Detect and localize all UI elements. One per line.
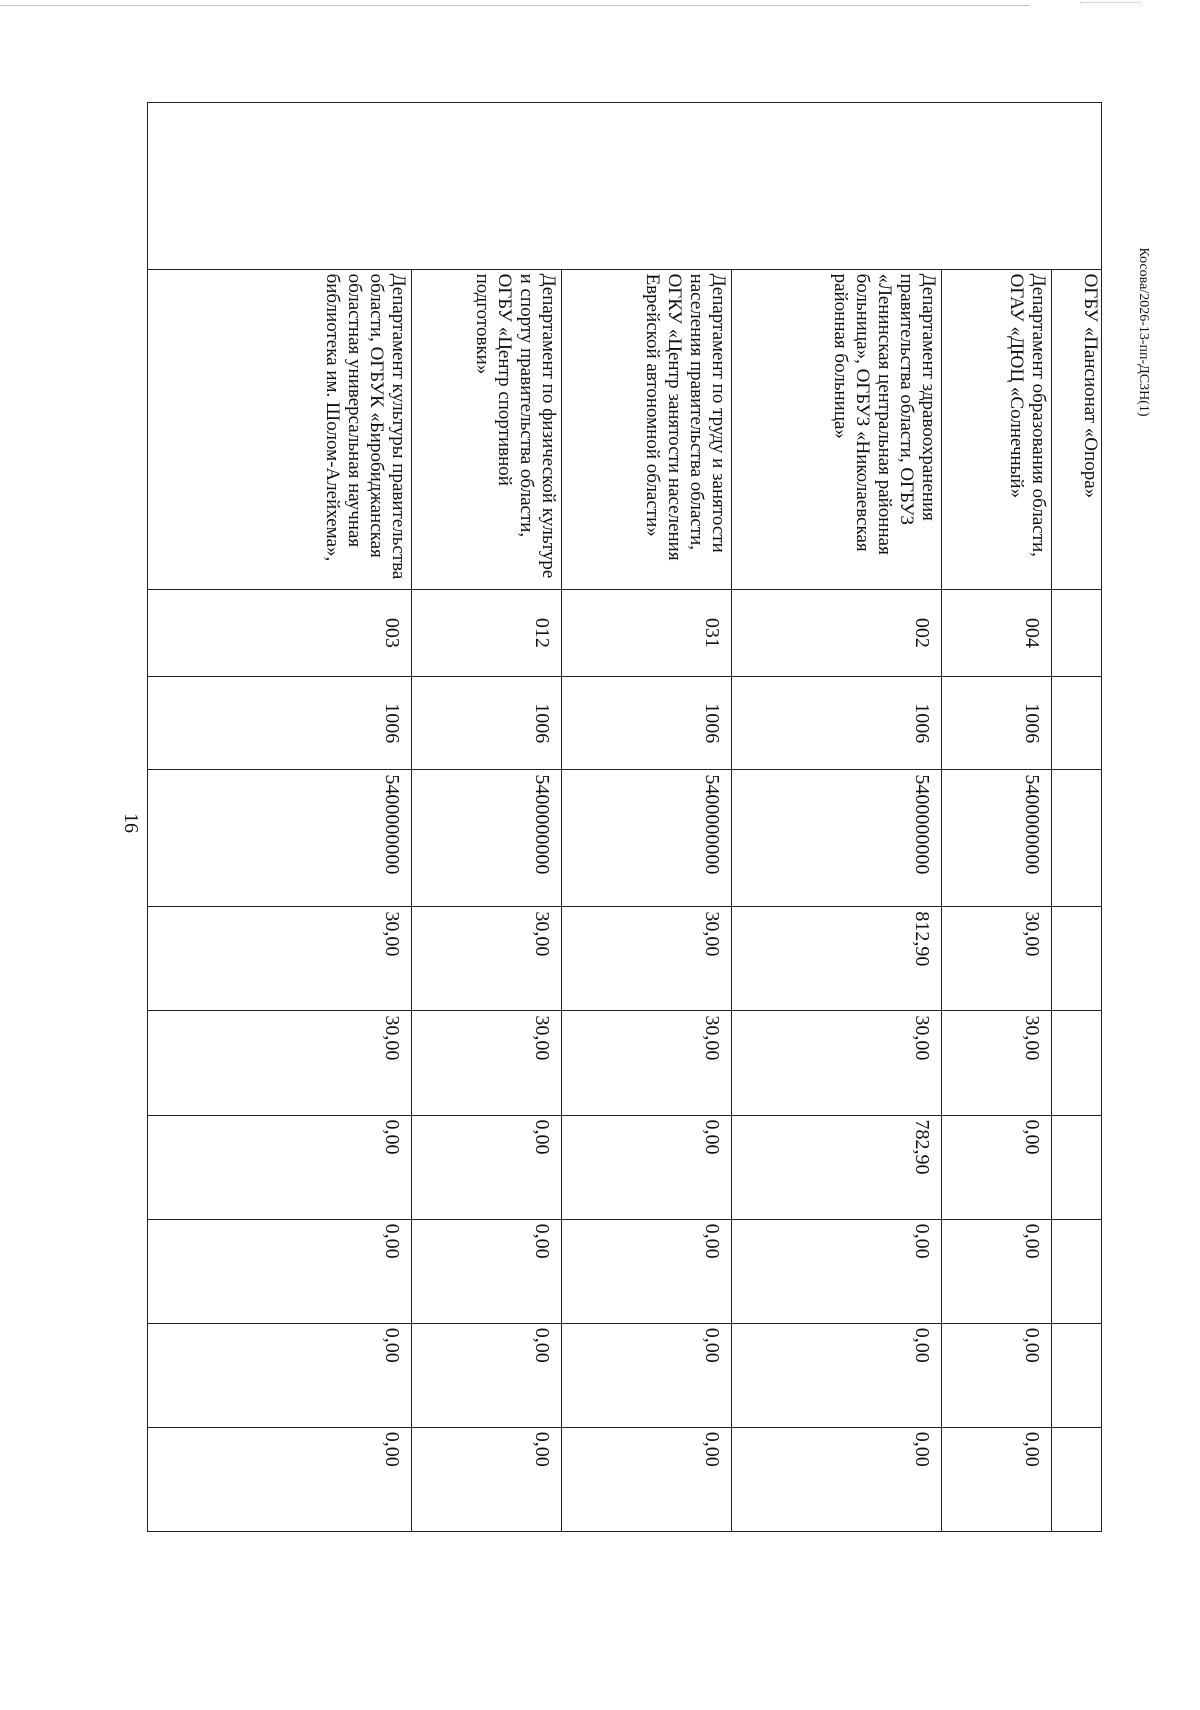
- value-cell: [1052, 1011, 1102, 1115]
- value-cell: 812,90: [732, 907, 942, 1011]
- value-cell: [1052, 1219, 1102, 1323]
- value-cell: 0,00: [942, 1115, 1052, 1219]
- value-cell: 30,00: [148, 1011, 412, 1115]
- value-cell: 0,00: [412, 1115, 562, 1219]
- budget-table-wrapper: [148, 102, 1102, 1532]
- value-cell: 0,00: [942, 1323, 1052, 1427]
- code-cell: 002: [732, 589, 942, 677]
- section-cell: 1006: [732, 677, 942, 770]
- value-cell: 0,00: [732, 1427, 942, 1531]
- value-cell: 30,00: [148, 907, 412, 1011]
- value-cell: 0,00: [412, 1219, 562, 1323]
- value-cell: 30,00: [562, 907, 732, 1011]
- table-row: [562, 103, 732, 1532]
- target-cell: 5400000000: [942, 770, 1052, 907]
- code-cell: 004: [942, 589, 1052, 677]
- organization-cell: Департамент образования области, ОГАУ «ДЮЦ «Солнечный»: [942, 269, 1052, 589]
- budget-table: [147, 102, 1102, 1532]
- value-cell: 30,00: [732, 1011, 942, 1115]
- value-cell: 782,90: [732, 1115, 942, 1219]
- value-cell: 30,00: [412, 907, 562, 1011]
- value-cell: 0,00: [148, 1115, 412, 1219]
- target-cell: 5400000000: [148, 770, 412, 907]
- value-cell: 0,00: [562, 1427, 732, 1531]
- code-cell: 012: [412, 589, 562, 677]
- target-cell: [1052, 770, 1102, 907]
- section-cell: 1006: [412, 677, 562, 770]
- section-cell: [1052, 677, 1102, 770]
- section-cell: 1006: [942, 677, 1052, 770]
- organization-cell: ОГБУ «Пансионат «Опора»: [1052, 269, 1102, 589]
- section-cell: 1006: [148, 677, 412, 770]
- value-cell: 30,00: [412, 1011, 562, 1115]
- target-cell: 5400000000: [732, 770, 942, 907]
- organization-cell: Департамент культуры правительства области, ОГБУК «Биробиджанская областная универсальная научная библиотека им. Шолом-Алейхема»,: [148, 269, 412, 589]
- organization-cell: Департамент здравоохранения правительства области, ОГБУЗ «Ленинская центральная районная больница», ОГБУЗ «Николаевская районная больница»: [732, 269, 942, 589]
- value-cell: 0,00: [148, 1219, 412, 1323]
- table-row: [732, 103, 942, 1532]
- value-cell: 0,00: [732, 1219, 942, 1323]
- table-row: [1052, 103, 1102, 1532]
- value-cell: 0,00: [412, 1323, 562, 1427]
- value-cell: 0,00: [412, 1427, 562, 1531]
- value-cell: 0,00: [562, 1323, 732, 1427]
- value-cell: 0,00: [942, 1427, 1052, 1531]
- value-cell: 0,00: [562, 1115, 732, 1219]
- value-cell: [1052, 907, 1102, 1011]
- table-row: [942, 103, 1052, 1532]
- value-cell: 30,00: [942, 907, 1052, 1011]
- value-cell: 30,00: [942, 1011, 1052, 1115]
- value-cell: 0,00: [562, 1219, 732, 1323]
- scan-edge-line: [0, 5, 1030, 6]
- value-cell: [1052, 1427, 1102, 1531]
- value-cell: 30,00: [562, 1011, 732, 1115]
- value-cell: 0,00: [148, 1427, 412, 1531]
- document-stamp-text: Косова/2026-13-пп-ДСЗН(1): [1136, 247, 1151, 417]
- value-cell: 0,00: [942, 1219, 1052, 1323]
- target-cell: 5400000000: [562, 770, 732, 907]
- empty-left-cell: [148, 103, 1102, 270]
- organization-cell: Департамент по физической культуре и спорту правительства области, ОГБУ «Центр спортивной подготовки»: [412, 269, 562, 589]
- page-number: 16: [120, 813, 142, 833]
- table-row: [412, 103, 562, 1532]
- value-cell: [1052, 1323, 1102, 1427]
- document-stamp: [1126, 202, 1160, 462]
- scan-speck: [1080, 2, 1140, 13]
- table-row: [148, 103, 412, 1532]
- organization-cell: Департамент по труду и занятости населения правительства области, ОГКУ «Центр занятости населения Еврейской автономной области»: [562, 269, 732, 589]
- code-cell: 031: [562, 589, 732, 677]
- code-cell: [1052, 589, 1102, 677]
- code-cell: 003: [148, 589, 412, 677]
- value-cell: 0,00: [148, 1323, 412, 1427]
- section-cell: 1006: [562, 677, 732, 770]
- value-cell: 0,00: [732, 1323, 942, 1427]
- target-cell: 5400000000: [412, 770, 562, 907]
- value-cell: [1052, 1115, 1102, 1219]
